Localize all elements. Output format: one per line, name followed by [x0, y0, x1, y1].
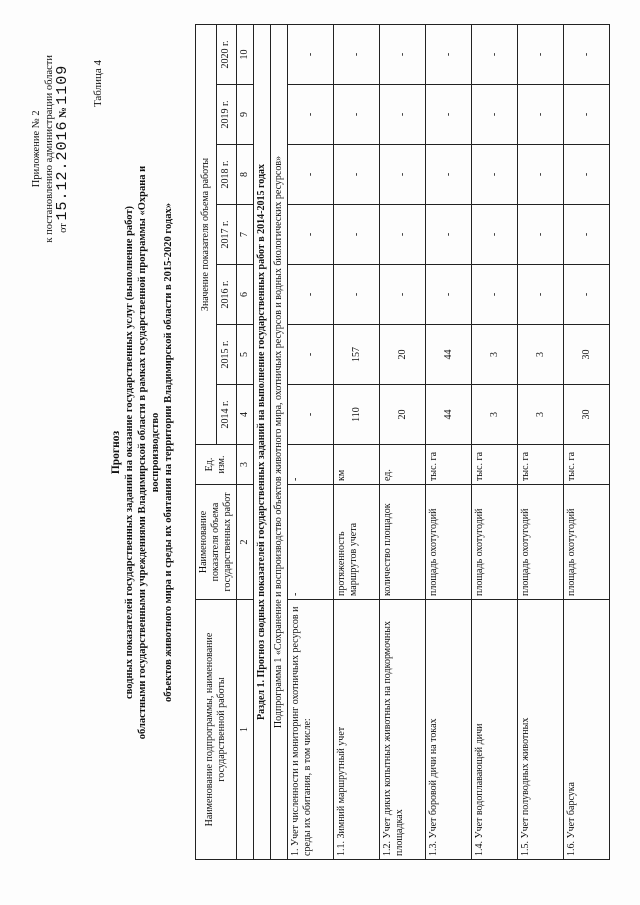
- value-cell: 20: [380, 325, 426, 385]
- column-number: 5: [237, 325, 254, 385]
- header-year: 2018 г.: [216, 145, 237, 205]
- header-col3: Ед. изм.: [196, 445, 237, 485]
- unit-cell: -: [288, 445, 334, 485]
- approval-date-prefix: от: [58, 223, 69, 233]
- value-cell: -: [564, 24, 610, 84]
- value-cell: 20: [380, 385, 426, 445]
- value-cell: -: [472, 145, 518, 205]
- indicator-cell: площадь охотугодий: [426, 485, 472, 600]
- indicator-cell: количество площадок: [380, 485, 426, 600]
- unit-cell: тыс. га: [472, 445, 518, 485]
- section-row: [254, 24, 271, 859]
- column-number: 2: [237, 485, 254, 600]
- table-row: [380, 24, 426, 859]
- value-cell: -: [334, 85, 380, 145]
- approval-number-sign: №: [58, 107, 69, 118]
- value-cell: 3: [472, 325, 518, 385]
- value-cell: 30: [564, 325, 610, 385]
- column-number: 7: [237, 205, 254, 265]
- approval-date-line: [56, 55, 70, 243]
- column-number: 6: [237, 265, 254, 325]
- document-title: [110, 140, 175, 765]
- value-cell: 30: [564, 385, 610, 445]
- value-cell: -: [380, 145, 426, 205]
- column-number: 1: [237, 600, 254, 860]
- indicator-cell: площадь охотугодий: [472, 485, 518, 600]
- title-line2: областными государственными учреждениями Владимирской области в рамках государственной программы «Охрана и воспроизводство: [137, 165, 161, 740]
- approval-line2: к постановлению администрации области: [44, 55, 55, 243]
- value-cell: -: [564, 265, 610, 325]
- value-cell: 3: [518, 325, 564, 385]
- value-cell: -: [472, 205, 518, 265]
- value-cell: -: [288, 205, 334, 265]
- subprogram-row: [271, 24, 288, 859]
- indicator-cell: протяженность маршрутов учета: [334, 485, 380, 600]
- subprogram-title: Подпрограмма 1 «Сохранение и воспроизводство объектов животного мира, охотничьих ресурсов и водных биологических ресурсов»: [271, 24, 288, 859]
- section-title: Раздел 1. Прогноз сводных показателей государственных заданий на выполнение государственных работ в 2014-2015 годах: [254, 24, 271, 859]
- approval-number: 1109: [54, 64, 71, 105]
- work-name-cell: 1.1. Зимний маршрутный учет: [334, 600, 380, 860]
- value-cell: -: [288, 385, 334, 445]
- value-cell: -: [334, 145, 380, 205]
- value-cell: -: [380, 265, 426, 325]
- approval-date: 15.12.2016: [54, 120, 71, 221]
- value-cell: -: [518, 85, 564, 145]
- column-number: 4: [237, 385, 254, 445]
- value-cell: -: [288, 145, 334, 205]
- value-cell: 44: [426, 385, 472, 445]
- work-name-cell: 1. Учет численности и мониторинг охотничьих ресурсов и среды их обитания, в том числе:: [288, 600, 334, 860]
- header-year: 2019 г.: [216, 85, 237, 145]
- value-cell: -: [472, 24, 518, 84]
- value-cell: -: [472, 85, 518, 145]
- unit-cell: км: [334, 445, 380, 485]
- header-col2: Наименование показателя объема государственных работ: [196, 485, 237, 600]
- value-cell: -: [334, 205, 380, 265]
- value-cell: -: [380, 24, 426, 84]
- header-year: 2015 г.: [216, 325, 237, 385]
- table-row: [426, 24, 472, 859]
- value-cell: -: [334, 265, 380, 325]
- table-row: [334, 24, 380, 859]
- value-cell: -: [518, 265, 564, 325]
- value-cell: 157: [334, 325, 380, 385]
- value-cell: -: [426, 24, 472, 84]
- column-number: 8: [237, 145, 254, 205]
- value-cell: 110: [334, 385, 380, 445]
- indicator-cell: площадь охотугодий: [518, 485, 564, 600]
- header-col1: Наименование подпрограммы, наименование государственной работы: [196, 600, 237, 860]
- value-cell: -: [334, 24, 380, 84]
- value-cell: -: [288, 85, 334, 145]
- unit-cell: тыс. га: [426, 445, 472, 485]
- column-number: 9: [237, 85, 254, 145]
- value-cell: -: [288, 265, 334, 325]
- title-line3: объектов животного мира и среды их обитания на территории Владимирской области в 2015-2020 годах»: [163, 203, 174, 702]
- table-row: [472, 24, 518, 859]
- unit-cell: ед.: [380, 445, 426, 485]
- table-row: [564, 24, 610, 859]
- indicator-cell: -: [288, 485, 334, 600]
- table-row: [288, 24, 334, 859]
- value-cell: -: [518, 145, 564, 205]
- header-year: 2017 г.: [216, 205, 237, 265]
- value-cell: -: [426, 205, 472, 265]
- title-heading: Прогноз: [110, 430, 122, 475]
- value-cell: -: [380, 85, 426, 145]
- table-row: [518, 24, 564, 859]
- value-cell: -: [426, 265, 472, 325]
- value-cell: -: [426, 85, 472, 145]
- title-line1: сводных показателей государственных заданий на оказание государственных услуг (выполнение работ): [124, 205, 135, 700]
- value-cell: -: [380, 205, 426, 265]
- value-cell: -: [518, 205, 564, 265]
- value-cell: -: [472, 265, 518, 325]
- approval-block: [30, 55, 70, 243]
- header-row-1: [196, 24, 217, 859]
- value-cell: -: [288, 24, 334, 84]
- header-group: Значение показателя объема работы: [196, 24, 217, 444]
- work-name-cell: 1.2. Учет диких копытных животных на подкормочных площадках: [380, 600, 426, 860]
- header-year: 2014 г.: [216, 385, 237, 445]
- work-name-cell: 1.5. Учет полуводных животных: [518, 600, 564, 860]
- unit-cell: тыс. га: [564, 445, 610, 485]
- value-cell: -: [288, 325, 334, 385]
- header-numbers-row: [237, 24, 254, 859]
- unit-cell: тыс. га: [518, 445, 564, 485]
- value-cell: 44: [426, 325, 472, 385]
- value-cell: -: [564, 145, 610, 205]
- approval-line1: Приложение № 2: [31, 110, 42, 188]
- forecast-table: [195, 24, 610, 860]
- value-cell: -: [564, 205, 610, 265]
- header-year: 2020 г.: [216, 24, 237, 84]
- work-name-cell: 1.4. Учет водоплавающей дичи: [472, 600, 518, 860]
- value-cell: 3: [518, 385, 564, 445]
- value-cell: -: [518, 24, 564, 84]
- indicator-cell: площадь охотугодий: [564, 485, 610, 600]
- value-cell: 3: [472, 385, 518, 445]
- work-name-cell: 1.6. Учет барсука: [564, 600, 610, 860]
- value-cell: -: [426, 145, 472, 205]
- value-cell: -: [564, 85, 610, 145]
- work-name-cell: 1.3. Учет боровой дичи на токах: [426, 600, 472, 860]
- table-label: Таблица 4: [92, 60, 104, 108]
- header-year: 2016 г.: [216, 265, 237, 325]
- column-number: 3: [237, 445, 254, 485]
- column-number: 10: [237, 24, 254, 84]
